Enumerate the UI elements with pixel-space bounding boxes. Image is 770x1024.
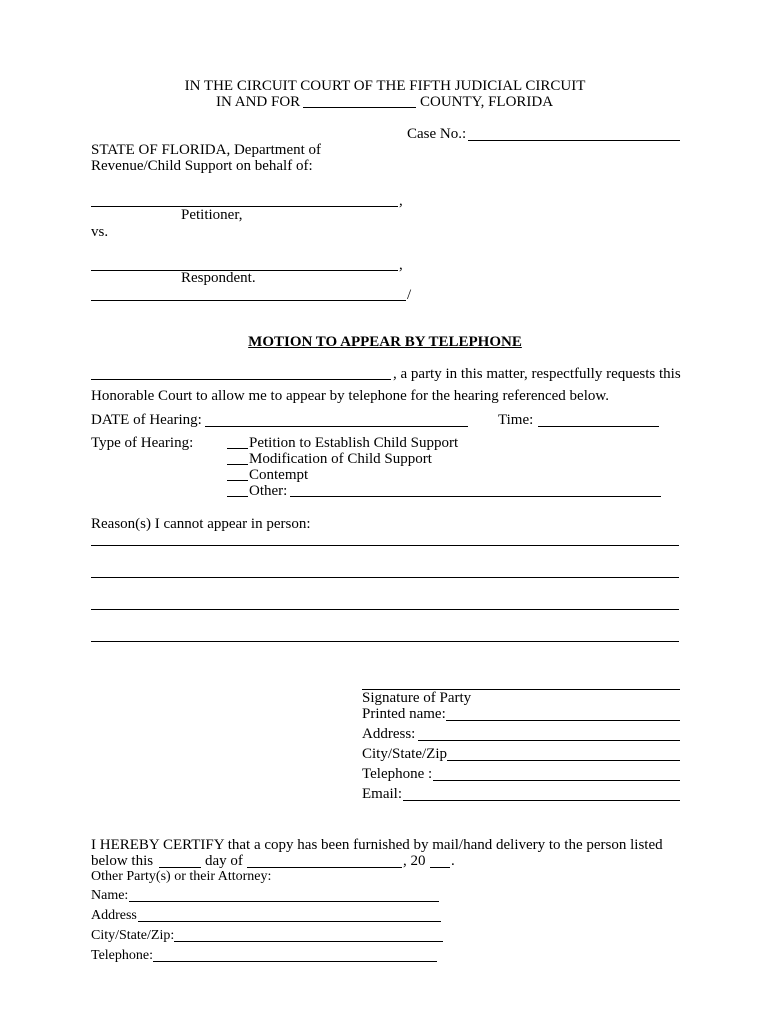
- county-line-suffix: COUNTY, FLORIDA: [420, 94, 554, 110]
- request-line-2: Honorable Court to allow me to appear by telephone for the hearing referenced below.: [91, 388, 609, 404]
- certify-day-of: day of: [205, 853, 243, 869]
- option-contempt: Contempt: [249, 467, 309, 483]
- certify-month-field[interactable]: [247, 867, 402, 868]
- respondent-label: Respondent.: [181, 270, 256, 286]
- caption-slash: /: [407, 287, 412, 303]
- date-of-hearing-label: DATE of Hearing:: [91, 412, 202, 428]
- checkbox-contempt[interactable]: [227, 480, 248, 481]
- signature-telephone-label: Telephone :: [362, 766, 433, 782]
- reason-line-1[interactable]: [91, 545, 679, 546]
- county-field[interactable]: [303, 107, 416, 108]
- certify-below-this: below this: [91, 853, 154, 869]
- other-party-name-field[interactable]: [129, 901, 439, 902]
- reasons-label: Reason(s) I cannot appear in person:: [91, 516, 311, 532]
- case-no-field[interactable]: [468, 140, 680, 141]
- petitioner-comma: ,: [399, 193, 403, 209]
- printed-name-label: Printed name:: [362, 706, 446, 722]
- respondent-comma: ,: [399, 257, 403, 273]
- checkbox-establish-support[interactable]: [227, 448, 248, 449]
- signature-city-label: City/State/Zip: [362, 746, 447, 762]
- state-line-1: STATE OF FLORIDA, Department of: [91, 142, 322, 158]
- other-party-telephone-field[interactable]: [153, 961, 437, 962]
- type-of-hearing-label: Type of Hearing:: [91, 435, 194, 451]
- signature-address-field[interactable]: [418, 740, 680, 741]
- reason-line-4[interactable]: [91, 641, 679, 642]
- motion-title: MOTION TO APPEAR BY TELEPHONE: [248, 334, 522, 350]
- time-field[interactable]: [538, 426, 659, 427]
- case-no-label: Case No.:: [407, 126, 467, 142]
- date-of-hearing-field[interactable]: [205, 426, 468, 427]
- reason-line-3[interactable]: [91, 609, 679, 610]
- signature-city-field[interactable]: [447, 760, 680, 761]
- option-other: Other:: [249, 483, 288, 499]
- other-party-city-field[interactable]: [174, 941, 443, 942]
- other-hearing-field[interactable]: [290, 496, 661, 497]
- extra-party-field[interactable]: [91, 300, 406, 301]
- state-line-2: Revenue/Child Support on behalf of:: [91, 158, 313, 174]
- reason-line-2[interactable]: [91, 577, 679, 578]
- other-party-telephone-label: Telephone:: [91, 948, 153, 963]
- versus-label: vs.: [91, 224, 109, 240]
- other-party-address-label: Address: [91, 908, 137, 923]
- checkbox-other[interactable]: [227, 496, 248, 497]
- party-request-text: , a party in this matter, respectfully requests this: [393, 366, 681, 382]
- certify-day-field[interactable]: [159, 867, 201, 868]
- certify-comma-20: , 20: [403, 853, 426, 869]
- other-party-name-label: Name:: [91, 888, 129, 903]
- signature-label: Signature of Party: [362, 690, 472, 706]
- signature-address-label: Address:: [362, 726, 416, 742]
- checkbox-modification[interactable]: [227, 464, 248, 465]
- time-label: Time:: [498, 412, 534, 428]
- court-heading: IN THE CIRCUIT COURT OF THE FIFTH JUDICIAL CIRCUIT: [184, 78, 586, 94]
- other-party-city-label: City/State/Zip:: [91, 928, 175, 943]
- signature-telephone-field[interactable]: [433, 780, 680, 781]
- party-name-field[interactable]: [91, 379, 391, 380]
- petitioner-label: Petitioner,: [181, 207, 243, 223]
- other-party-address-field[interactable]: [138, 921, 441, 922]
- county-line-prefix: IN AND FOR: [216, 94, 301, 110]
- signature-email-label: Email:: [362, 786, 402, 802]
- petitioner-name-field[interactable]: [91, 206, 398, 207]
- certify-line-1: I HEREBY CERTIFY that a copy has been furnished by mail/hand delivery to the person listed: [91, 837, 663, 853]
- certify-year-field[interactable]: [430, 867, 450, 868]
- signature-email-field[interactable]: [403, 800, 680, 801]
- option-modification: Modification of Child Support: [249, 451, 432, 467]
- printed-name-field[interactable]: [446, 720, 680, 721]
- option-establish-support: Petition to Establish Child Support: [249, 435, 459, 451]
- other-parties-label: Other Party(s) or their Attorney:: [91, 869, 272, 884]
- certify-period: .: [451, 853, 455, 869]
